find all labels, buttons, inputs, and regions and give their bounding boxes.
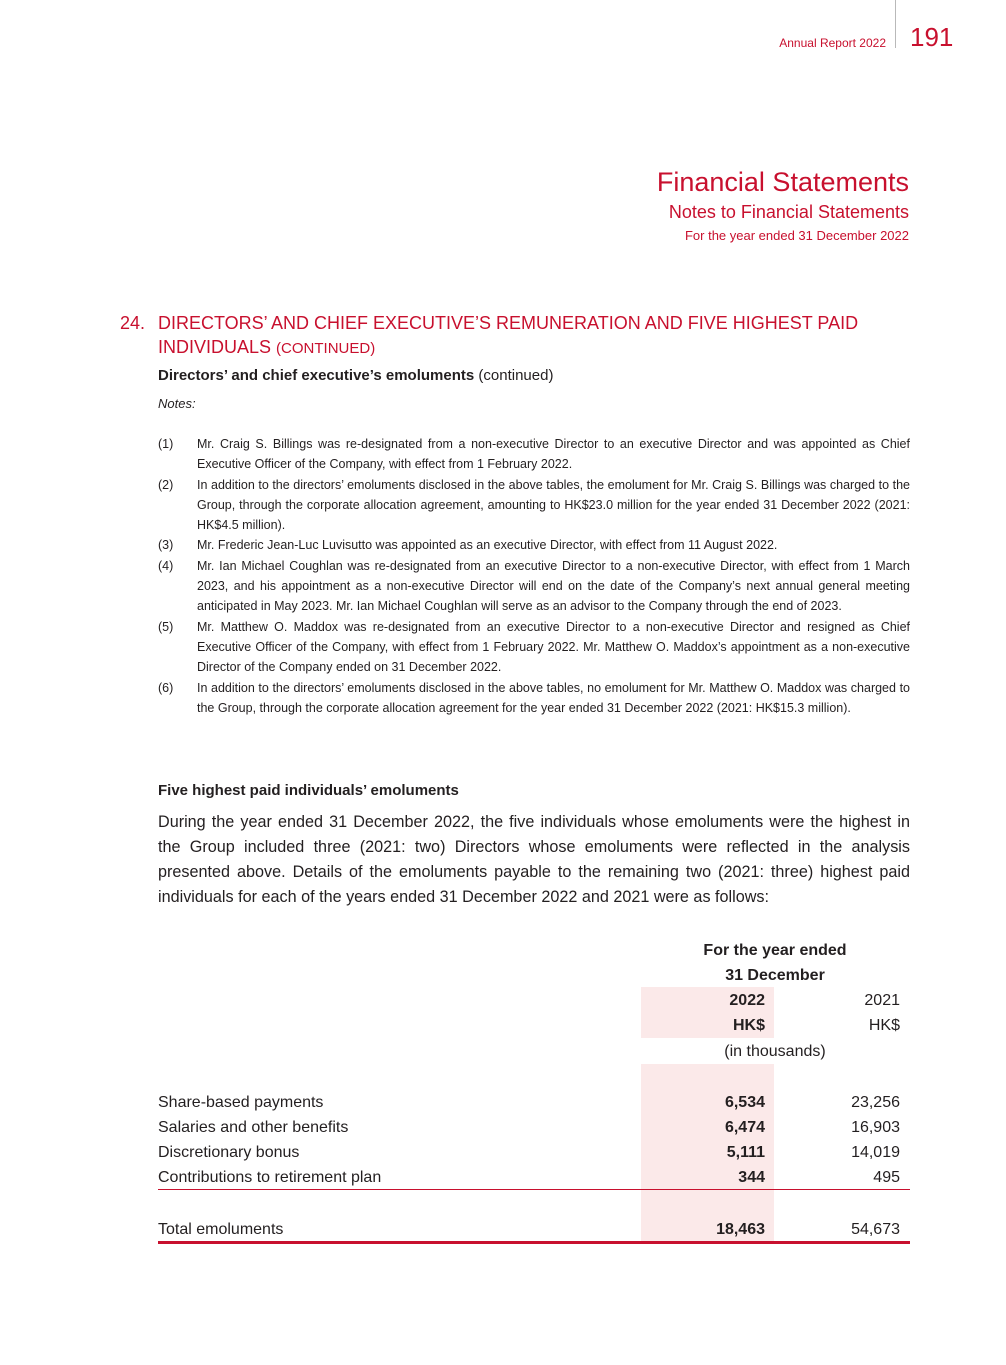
note-number: (1) xyxy=(158,437,174,451)
note-text: Mr. Matthew O. Maddox was re-designated from an executive Director to a non-executive Director and resigned as Chief Executive Officer of the Company, with effect from 1 February 2022. Mr. Matthew O. Maddox’s appointment as a non-executive Director of the Company ended on 31 December 2022. xyxy=(197,619,910,675)
five-highest-heading: Five highest paid individuals’ emoluments xyxy=(158,782,459,799)
section-title: DIRECTORS’ AND CHIEF EXECUTIVE’S REMUNERATION AND FIVE HIGHEST PAID INDIVIDUALS xyxy=(158,313,859,357)
table-unit: (in thousands) xyxy=(724,1043,826,1060)
row-value-2022: 6,534 xyxy=(724,1094,765,1111)
row-value-2022: 344 xyxy=(738,1169,765,1186)
note-item xyxy=(158,556,910,617)
note-text: In addition to the directors’ emoluments disclosed in the above tables, no emolument for Mr. Matthew O. Maddox was charged to the Group, through the corporate allocation agreement for the year ended 31 December 2022 (2021: HK$15.3 million). xyxy=(197,680,910,715)
page-number: 191 xyxy=(910,22,954,52)
note-item xyxy=(158,678,910,719)
note-item xyxy=(158,617,910,678)
row-value-2021: 23,256 xyxy=(851,1094,900,1111)
sub-heading-bold: Directors’ and chief executive’s emoluments xyxy=(158,367,475,384)
row-label: Contributions to retirement plan xyxy=(158,1169,382,1186)
col-currency-2022: HK$ xyxy=(732,1017,765,1034)
row-label: Share-based payments xyxy=(158,1094,324,1111)
page-subtitle: Notes to Financial Statements xyxy=(668,202,909,222)
sub-heading xyxy=(158,367,553,384)
sub-heading-continued: (continued) xyxy=(478,367,554,384)
note-item xyxy=(158,434,910,475)
title-block xyxy=(657,166,909,246)
table-period-line2: 31 December xyxy=(725,967,825,984)
col-year-2022: 2022 xyxy=(729,992,765,1009)
row-value-2021: 14,019 xyxy=(851,1144,900,1161)
notes-list xyxy=(158,434,910,718)
row-label: Discretionary bonus xyxy=(158,1144,300,1161)
page-title: Financial Statements xyxy=(656,167,909,197)
header-divider xyxy=(895,0,896,48)
note-number: (6) xyxy=(158,680,174,695)
row-value-2022: 5,111 xyxy=(726,1144,765,1161)
note-number: (3) xyxy=(158,538,174,553)
note-item xyxy=(158,475,910,536)
notes-label: Notes: xyxy=(158,396,196,411)
note-item xyxy=(158,535,910,555)
row-value-2021: 16,903 xyxy=(851,1119,900,1136)
total-label: Total emoluments xyxy=(158,1221,284,1238)
table-period-line1: For the year ended xyxy=(703,942,847,959)
row-value-2022: 6,474 xyxy=(724,1119,765,1136)
total-value-2021: 54,673 xyxy=(851,1221,900,1238)
note-text: In addition to the directors’ emoluments disclosed in the above tables, the emolument for Mr. Craig S. Billings was charged to the Group, through the corporate allocation agreement, amounting to HK$23.0 million for the year ended 31 December 2022 (2021: HK$4.5 million). xyxy=(197,477,910,533)
total-value-2022: 18,463 xyxy=(716,1221,765,1238)
row-label: Salaries and other benefits xyxy=(158,1119,349,1136)
report-label: Annual Report 2022 xyxy=(779,36,886,50)
note-text: Mr. Frederic Jean-Luc Luvisutto was appointed as an executive Director, with effect from 11 August 2022. xyxy=(197,538,778,553)
total-rule xyxy=(158,1241,910,1244)
note-text: Mr. Craig S. Billings was re-designated from a non-executive Director to an executive Director and was appointed as Chief Executive Officer of the Company, with effect from 1 February 2022. xyxy=(197,437,910,472)
row-value-2021: 495 xyxy=(873,1169,900,1186)
section-heading xyxy=(120,311,900,361)
note-number: (4) xyxy=(158,558,174,573)
col-year-2021: 2021 xyxy=(864,992,900,1009)
section-number: 24. xyxy=(120,313,146,333)
note-number: (2) xyxy=(158,477,174,492)
page-period: For the year ended 31 December 2022 xyxy=(684,228,909,243)
note-number: (5) xyxy=(158,619,174,634)
note-text: Mr. Ian Michael Coughlan was re-designated from an executive Director to a non-executive Director, with effect from 1 March 2023, and his appointment as a non-executive Director will end on the date of the Company’s next annual general meeting anticipated in May 2023. Mr. Ian Michael Coughlan will serve as an advisor to the Company through the end of 2023. xyxy=(197,558,910,614)
col-currency-2021: HK$ xyxy=(868,1017,900,1034)
five-highest-paragraph: During the year ended 31 December 2022, the five individuals whose emoluments were the highest in the Group included three (2021: two) Directors whose emoluments were reflected in the analysis presented above. Details of the emoluments payable to the remaining two (2021: three) highest paid individuals for each of the years ended 31 December 2022 and 2021 were as follows: xyxy=(158,813,910,906)
subtotal-rule xyxy=(158,1189,910,1190)
section-continued: (CONTINUED) xyxy=(276,340,376,357)
